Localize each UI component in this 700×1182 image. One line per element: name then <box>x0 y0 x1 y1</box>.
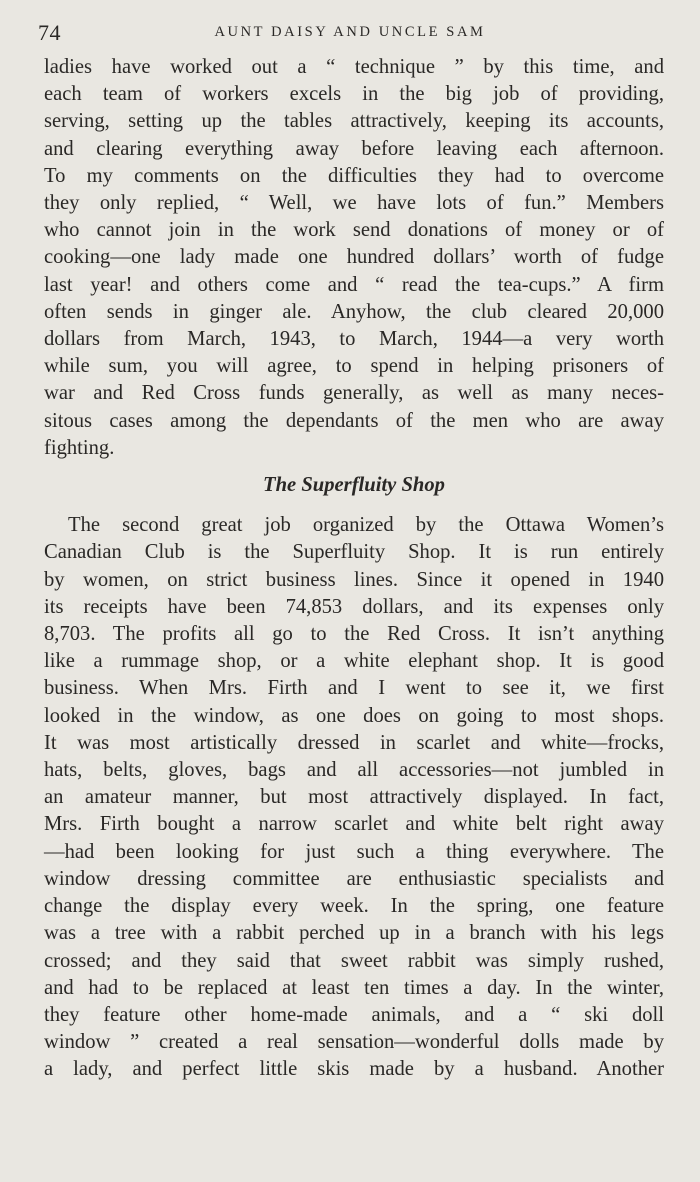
text-line: by women, on strict business lines. Since it opened in 1940 <box>44 568 664 591</box>
text-line: and had to be replaced at least ten times a day. In the winter, <box>44 976 664 999</box>
text-line: looked in the window, as one does on going to most shops. <box>44 704 664 727</box>
text-line: they only replied, “ Well, we have lots of fun.” Members <box>44 192 664 215</box>
text-line: was a tree with a rabbit perched up in a branch with his legs <box>44 922 664 945</box>
text-line: To my comments on the difficulties they had to overcome <box>44 164 664 187</box>
text-line: last year! and others come and “ read the tea-cups.” A firm <box>44 273 664 296</box>
text-line: Canadian Club is the Superfluity Shop. It is run entirely <box>44 541 664 564</box>
text-line: crossed; and they said that sweet rabbit was simply rushed, <box>44 949 664 972</box>
text-line: cooking—one lady made one hundred dollars’ worth of fudge <box>44 246 664 269</box>
running-head: AUNT DAISY AND UNCLE SAM <box>214 24 486 40</box>
text-line: and clearing everything away before leaving each afternoon. <box>44 137 664 160</box>
body-text <box>44 54 664 1084</box>
text-line: serving, setting up the tables attractively, keeping its accounts, <box>44 110 664 133</box>
text-line: like a rummage shop, or a white elephant shop. It is good <box>44 650 664 673</box>
text-line: fighting. <box>44 436 115 459</box>
text-line: its receipts have been 74,853 dollars, and its expenses only <box>44 595 664 618</box>
text-line: —had been looking for just such a thing everywhere. The <box>44 840 664 863</box>
text-line: window dressing committee are enthusiastic specialists and <box>44 867 664 890</box>
paragraph-club-fundraising <box>44 54 664 462</box>
text-line: 8,703. The profits all go to the Red Cross. It isn’t anything <box>44 623 664 646</box>
text-line: It was most artistically dressed in scarlet and white—frocks, <box>44 731 664 754</box>
text-line: ladies have worked out a “ technique ” by this time, and <box>44 56 664 78</box>
text-line: sitous cases among the dependants of the men who are away <box>44 409 664 432</box>
section-heading: The Superfluity Shop <box>263 474 445 497</box>
text-line: while sum, you will agree, to spend in helping prisoners of <box>44 355 664 378</box>
text-line: Mrs. Firth bought a narrow scarlet and white belt right away <box>44 813 664 836</box>
text-line: window ” created a real sensation—wonderful dolls made by <box>44 1031 664 1054</box>
text-line: hats, belts, gloves, bags and all accessories—not jumbled in <box>44 759 664 782</box>
text-line: dollars from March, 1943, to March, 1944—a very worth <box>44 328 664 351</box>
text-line: a lady, and perfect little skis made by a husband. Another <box>44 1058 664 1081</box>
text-line: often sends in ginger ale. Anyhow, the club cleared 20,000 <box>44 300 664 323</box>
text-line: each team of workers excels in the big job of providing, <box>44 83 664 106</box>
text-line: they feature other home-made animals, and a “ ski doll <box>44 1003 664 1026</box>
text-line: business. When Mrs. Firth and I went to see it, we first <box>44 677 664 700</box>
text-line: change the display every week. In the spring, one feature <box>44 895 664 918</box>
page-number: 74 <box>38 20 61 45</box>
text-line: war and Red Cross funds generally, as well as many neces- <box>44 382 664 405</box>
paragraph-superfluity-shop <box>44 512 664 1083</box>
page-header <box>38 18 662 48</box>
text-line: who cannot join in the work send donations of money or of <box>44 219 664 242</box>
text-line: The second great job organized by the Ottawa Women’s <box>68 514 664 537</box>
text-line: an amateur manner, but most attractively displayed. In fact, <box>44 786 664 809</box>
